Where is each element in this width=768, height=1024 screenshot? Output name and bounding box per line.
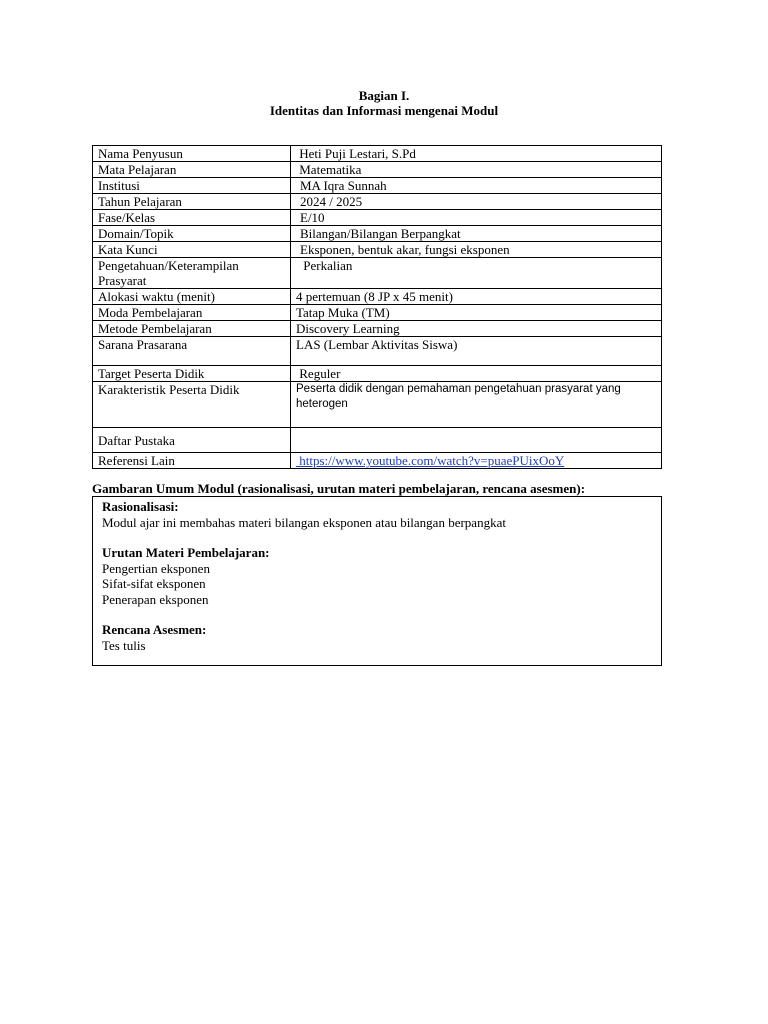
row-value: Perkalian xyxy=(291,258,662,289)
row-label: Pengetahuan/Keterampilan Prasyarat xyxy=(93,258,291,289)
general-box xyxy=(92,496,662,666)
row-label: Metode Pembelajaran xyxy=(93,321,291,337)
rationale-title: Rasionalisasi: xyxy=(102,499,179,514)
row-value: E/10 xyxy=(291,210,662,226)
table-row xyxy=(93,289,662,305)
row-value xyxy=(291,453,662,469)
row-label: Nama Penyusun xyxy=(93,146,291,162)
row-label: Daftar Pustaka xyxy=(93,428,291,453)
row-value: Heti Puji Lestari, S.Pd xyxy=(291,146,662,162)
identity-table xyxy=(92,145,662,469)
table-row xyxy=(93,210,662,226)
assessment-title: Rencana Asesmen: xyxy=(102,622,207,637)
row-value: MA Iqra Sunnah xyxy=(291,178,662,194)
row-value: Discovery Learning xyxy=(291,321,662,337)
general-heading: Gambaran Umum Modul (rasionalisasi, urutan materi pembelajaran, rencana asesmen): xyxy=(92,481,586,496)
table-row xyxy=(93,382,662,428)
rationale-text: Modul ajar ini membahas materi bilangan eksponen atau bilangan berpangkat xyxy=(102,514,506,530)
table-row xyxy=(93,337,662,366)
table-row xyxy=(93,162,662,178)
row-value: 4 pertemuan (8 JP x 45 menit) xyxy=(291,289,662,305)
row-label: Karakteristik Peserta Didik xyxy=(93,382,291,428)
row-label: Tahun Pelajaran xyxy=(93,194,291,210)
row-label: Mata Pelajaran xyxy=(93,162,291,178)
order-item: Sifat-sifat eksponen xyxy=(102,576,206,591)
table-row xyxy=(93,258,662,289)
table-row xyxy=(93,226,662,242)
table-row xyxy=(93,305,662,321)
table-row xyxy=(93,321,662,337)
row-value: Tatap Muka (TM) xyxy=(291,305,662,321)
row-value: LAS (Lembar Aktivitas Siswa) xyxy=(291,337,662,366)
order-item: Penerapan eksponen xyxy=(102,591,209,607)
row-label: Kata Kunci xyxy=(93,242,291,258)
row-label: Domain/Topik xyxy=(93,226,291,242)
row-value: Bilangan/Bilangan Berpangkat xyxy=(291,226,662,242)
row-value: Matematika xyxy=(291,162,662,178)
table-row xyxy=(93,194,662,210)
section-label: Bagian I. xyxy=(358,88,410,103)
table-row xyxy=(93,366,662,382)
row-label: Moda Pembelajaran xyxy=(93,305,291,321)
table-row xyxy=(93,453,662,469)
order-title: Urutan Materi Pembelajaran: xyxy=(102,545,270,560)
row-label: Referensi Lain xyxy=(93,453,291,469)
row-value: Eksponen, bentuk akar, fungsi eksponen xyxy=(291,242,662,258)
row-label: Fase/Kelas xyxy=(93,210,291,226)
row-label: Institusi xyxy=(93,178,291,194)
row-value xyxy=(291,428,662,453)
reference-link[interactable]: https://www.youtube.com/watch?v=puaePUixOoY xyxy=(296,453,565,468)
row-value: Reguler xyxy=(291,366,662,382)
table-row xyxy=(93,178,662,194)
row-label: Alokasi waktu (menit) xyxy=(93,289,291,305)
table-row xyxy=(93,242,662,258)
order-item: Pengertian eksponen xyxy=(102,560,210,576)
row-value: Peserta didik dengan pemahaman pengetahuan prasyarat yang heterogen xyxy=(291,382,662,428)
page-title: Identitas dan Informasi mengenai Modul xyxy=(269,103,499,118)
row-label: Target Peserta Didik xyxy=(93,366,291,382)
row-value: 2024 / 2025 xyxy=(291,194,662,210)
row-label: Sarana Prasarana xyxy=(93,337,291,366)
assessment-text: Tes tulis xyxy=(102,637,146,653)
table-row xyxy=(93,146,662,162)
table-row xyxy=(93,428,662,453)
